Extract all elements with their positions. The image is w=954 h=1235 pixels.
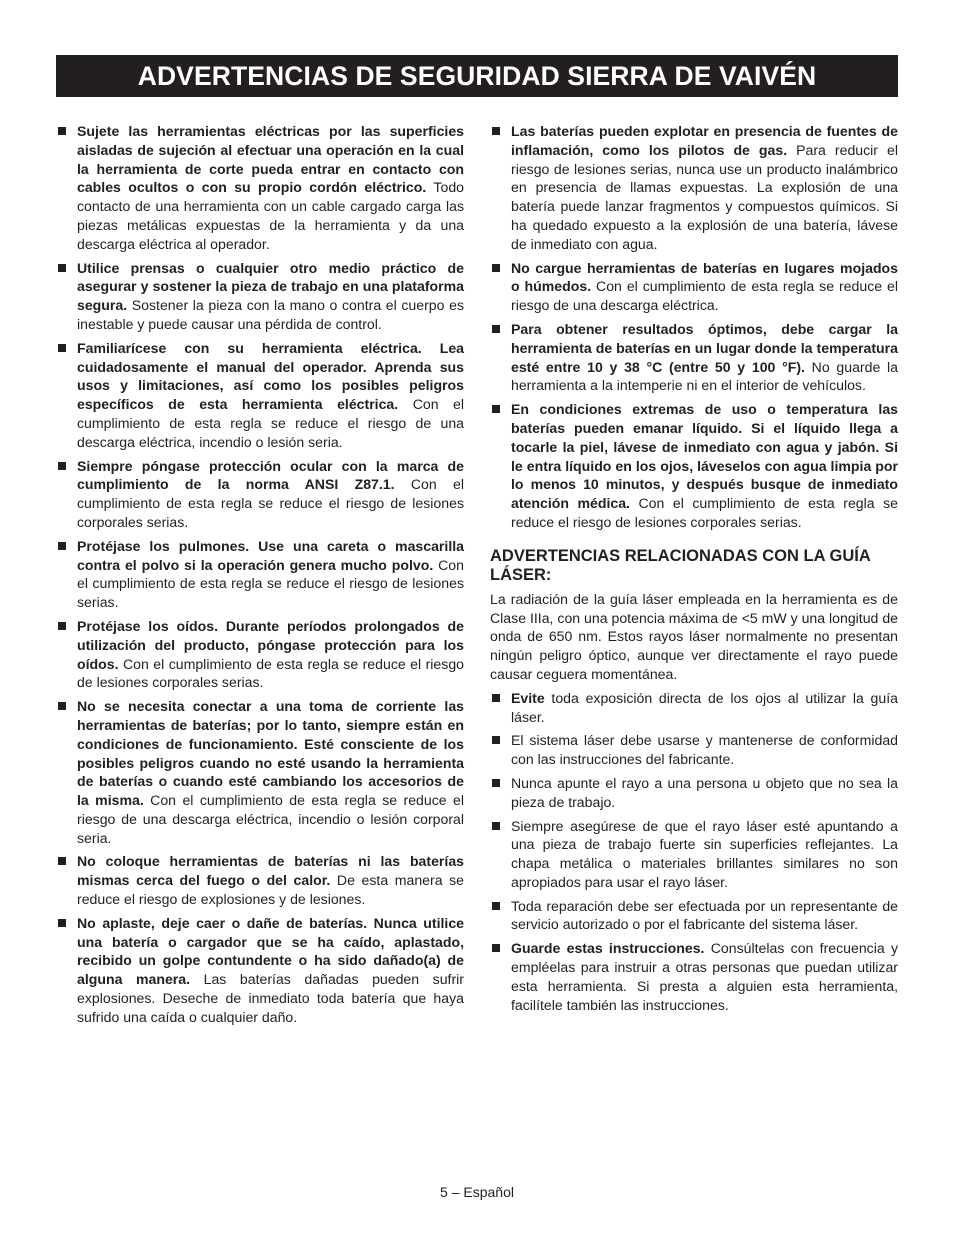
square-bullet-icon (492, 694, 500, 702)
list-item (490, 897, 898, 935)
warning-bold-text: Evite (511, 689, 545, 706)
square-bullet-icon (58, 919, 66, 927)
warning-bold-text: No cargue herramientas de baterías en lugares mojados o húmedos. (511, 259, 898, 295)
square-bullet-icon (58, 344, 66, 352)
warning-bold-text: Familiarícese con su herramienta eléctrica. Lea cuidadosamente el manual del operador. Aprenda sus usos y limitaciones, así como los posibles peligros específicos de esta herramienta eléctrica. (77, 339, 464, 413)
warning-text: Sostener la pieza con la mano o contra el cuerpo es inestable y puede causar una pérdida de control. (77, 297, 464, 332)
list-item (56, 697, 464, 847)
battery-warnings-list (490, 122, 898, 532)
warning-bold-text: Siempre póngase protección ocular con la marca de cumplimiento de la norma ANSI Z87.1. (77, 457, 464, 493)
list-item (490, 817, 898, 892)
square-bullet-icon (58, 127, 66, 135)
warning-text: Todo contacto de una herramienta con un cable cargado carga las piezas metálicas expuestas de la herramienta y da una descarga eléctrica al operador. (77, 179, 464, 252)
warning-text: Con el cumplimiento de esta regla se reduce el riesgo de lesiones corporales serias. (511, 495, 898, 530)
laser-intro-paragraph: La radiación de la guía láser empleada en la herramienta es de Clase IIIa, con una potencia máxima de <5 mW y una longitud de onda de 650 nm. Estos rayos láser normalmente no presentan ningún peligro óptico, aunque ver directamente el rayo puede causar ceguera momentánea. (490, 590, 898, 682)
list-item (490, 122, 898, 254)
square-bullet-icon (492, 264, 500, 272)
warning-text: Consúltelas con frecuencia y empléelas para instruir a otras personas que puedan utilizar esta herramienta. Si presta a alguien esta herramienta, facilítele también las instrucciones. (511, 940, 898, 1013)
list-item (490, 939, 898, 1014)
warning-bold-text: En condiciones extremas de uso o temperatura las baterías pueden emanar líquido. Si el líquido llega a tocarle la piel, lávese de inmediato con agua y jabón. Si le entra líquido en los ojos, láveselos con agua limpia por lo menos 10 minutos, y después busque de inmediato atención médica. (511, 401, 898, 512)
warning-bold-text: Protéjase los oídos. Durante períodos prolongados de utilización del producto, póngase protección para los oídos. (77, 617, 464, 672)
warning-text: Las baterías dañadas pueden sufrir explosiones. Deseche de inmediato toda batería que haya sufrido una caída o cualquier daño. (77, 971, 464, 1025)
list-item (490, 259, 898, 315)
warning-bold-text: Sujete las herramientas eléctricas por las superficies aisladas de sujeción al efectuar una operación en la cual la herramienta de corte pueda entrar en contacto con cables ocultos o con su propio cordón eléctrico. (77, 123, 464, 196)
square-bullet-icon (492, 944, 500, 952)
warning-text: No guarde la herramienta a la intemperie ni en el interior de vehículos. (511, 358, 898, 394)
safety-warnings-list (56, 122, 464, 1027)
list-item (56, 457, 464, 532)
list-item (56, 617, 464, 692)
warning-text: Con el cumplimiento de esta regla se reduce el riesgo de lesiones corporales serias. (77, 476, 465, 530)
warning-bold-text: No se necesita conectar a una toma de corriente las herramientas de baterías; por lo tanto, siempre están en condiciones de funcionamiento. Esté consciente de los posibles peligros cuando no esté usando la herramienta de baterías o cuando esté cambiando los accesorios de la misma. (77, 698, 464, 809)
laser-section-heading: ADVERTENCIAS RELACIONADAS CON LA GUÍA LÁSER: (490, 546, 871, 585)
page-title-banner (56, 55, 898, 97)
warning-text: Siempre asegúrese de que el rayo láser esté apuntando a una pieza de trabajo fuerte sin superficies reflejantes. La chapa metálica o materiales brillantes similares no son apropiados para usar el rayo láser. (511, 817, 898, 890)
square-bullet-icon (492, 902, 500, 910)
warning-text: Con el cumplimiento de esta regla se reduce el riesgo de lesiones serias. (77, 556, 464, 611)
warning-text: Con el cumplimiento de esta regla se reduce el riesgo de una descarga eléctrica. (511, 278, 898, 314)
list-item (56, 537, 464, 612)
list-item (490, 320, 898, 395)
laser-warnings-list (490, 689, 898, 1015)
warning-bold-text: Protéjase los pulmones. Use una careta o mascarilla contra el polvo si la operación genera mucho polvo. (77, 537, 464, 573)
square-bullet-icon (492, 779, 500, 787)
list-item (56, 339, 464, 452)
square-bullet-icon (58, 857, 66, 865)
warning-text: Nunca apunte el rayo a una persona u objeto que no sea la pieza de trabajo. (511, 774, 898, 810)
right-column (490, 122, 898, 1019)
square-bullet-icon (492, 736, 500, 744)
square-bullet-icon (58, 542, 66, 550)
square-bullet-icon (58, 702, 66, 710)
list-item (56, 852, 464, 908)
list-item (490, 689, 898, 727)
square-bullet-icon (58, 264, 66, 272)
square-bullet-icon (492, 127, 500, 135)
warning-text: El sistema láser debe usarse y mantenerse de conformidad con las instrucciones del fabricante. (511, 732, 898, 768)
warning-bold-text: Las baterías pueden explotar en presencia de fuentes de inflamación, como los pilotos de gas. (511, 123, 898, 158)
list-item (490, 400, 898, 532)
list-item (490, 731, 898, 769)
warning-text: Con el cumplimiento de esta regla se reduce el riesgo de lesiones corporales serias. (77, 655, 464, 691)
square-bullet-icon (492, 325, 500, 333)
warning-bold-text: No aplaste, deje caer o dañe de baterías. Nunca utilice una batería o cargador que se ha caído, aplastado, recibido un golpe contundente o ha sido dañado(a) de alguna manera. (77, 914, 464, 988)
warning-bold-text: No coloque herramientas de baterías ni las baterías mismas cerca del fuego o del calor. (77, 853, 464, 889)
warning-bold-text: Guarde estas instrucciones. (511, 940, 705, 957)
warning-text: Con el cumplimiento de esta regla se reduce el riesgo de una descarga eléctrica, incendio o lesión seria. (77, 396, 465, 450)
warning-bold-text: Utilice prensas o cualquier otro medio práctico de asegurar y sostener la pieza de trabajo en una plataforma segura. (77, 259, 464, 314)
warning-bold-text: Para obtener resultados óptimos, debe cargar la herramienta de baterías en un lugar donde la temperatura esté entre 10 y 38 °C (entre 50 y 100 °F). (511, 320, 898, 375)
list-item (56, 914, 464, 1027)
page-footer (0, 1184, 954, 1200)
page-title: ADVERTENCIAS DE SEGURIDAD SIERRA DE VAIVÉN (137, 60, 817, 91)
square-bullet-icon (492, 822, 500, 830)
list-item (56, 122, 464, 254)
warning-text: toda exposición directa de los ojos al utilizar la guía láser. (511, 689, 898, 725)
warning-text: Toda reparación debe ser efectuada por un representante de servicio autorizado o por el fabricante del sistema láser. (511, 897, 898, 933)
page-number: 5 – Español (440, 1184, 514, 1200)
square-bullet-icon (58, 462, 66, 470)
warning-text: Con el cumplimiento de esta regla se reduce el riesgo de una descarga eléctrica, incendio o lesión corporal seria. (77, 792, 464, 846)
square-bullet-icon (58, 622, 66, 630)
square-bullet-icon (492, 405, 500, 413)
warning-text: De esta manera se reduce el riesgo de explosiones y de lesiones. (77, 872, 464, 908)
list-item (490, 774, 898, 812)
warning-text: Para reducir el riesgo de lesiones serias, nunca use un producto inalámbrico en presencia de llamas expuestas. La explosión de una batería puede lanzar fragmentos y compuestos químicos. Si ha quedado expuesto a la explosión de una batería, lávese de inmediato con agua. (511, 141, 898, 252)
list-item (56, 259, 464, 334)
left-column (56, 122, 464, 1032)
